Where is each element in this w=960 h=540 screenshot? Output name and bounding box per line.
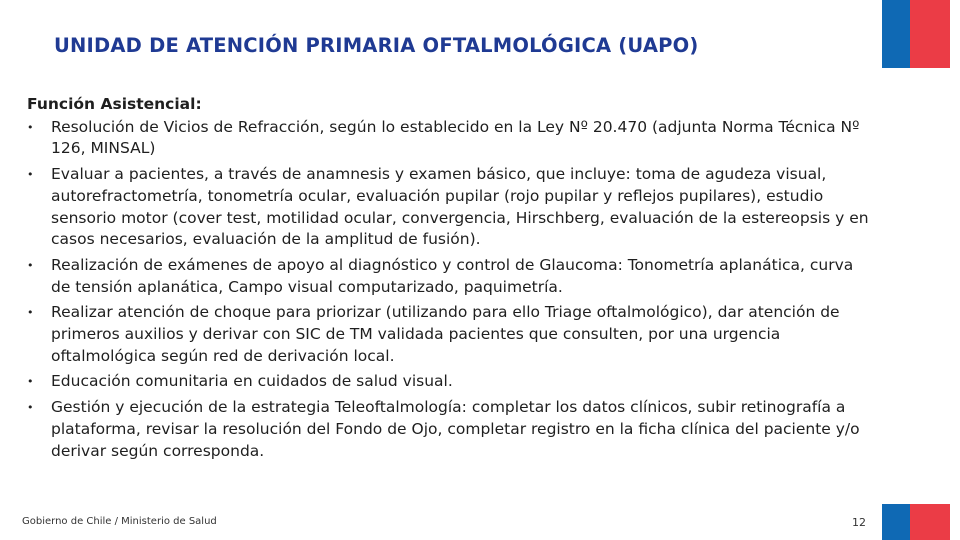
slide-title: UNIDAD DE ATENCIÓN PRIMARIA OFTALMOLÓGICA (UAPO) [54, 34, 699, 57]
bullet-icon: • [27, 120, 34, 134]
flag-red-block [910, 504, 950, 540]
list-item-text: Gestión y ejecución de la estrategia Teleoftalmología: completar los datos clínicos, subir retinografía a plataforma, revisar la resolución del Fondo de Ojo, completar registro en la ficha clínica del paciente y/o derivar según corresponda. [51, 398, 860, 460]
flag-red-block [910, 0, 950, 68]
section-heading: Función Asistencial: [27, 95, 202, 113]
list-item [27, 117, 877, 160]
list-item [27, 255, 877, 298]
list-item-text: Resolución de Vicios de Refracción, según lo establecido en la Ley Nº 20.470 (adjunta Norma Técnica Nº 126, MINSAL) [51, 117, 860, 158]
list-item [27, 164, 877, 251]
footer-ministry-text: Gobierno de Chile / Ministerio de Salud [22, 516, 217, 527]
bullet-icon: • [27, 168, 34, 182]
list-item [27, 371, 877, 393]
list-item-text: Evaluar a pacientes, a través de anamnesis y examen básico, que incluye: toma de agudeza visual, autorefractometría, tonometría ocular, evaluación pupilar (rojo pupilar y reflejos pupilares), estudio sensorio motor (cover test, motilidad ocular, convergencia, Hirschberg, evaluación de la estereopsis y en casos necesarios, evaluación de la amplitud de fusión). [51, 165, 869, 249]
page-number: 12 [852, 516, 866, 529]
list-item [27, 397, 877, 462]
list-item [27, 302, 877, 367]
bullet-icon: • [27, 258, 34, 272]
flag-stripe-bottom [882, 504, 950, 540]
bullet-icon: • [27, 375, 34, 389]
bullet-icon: • [27, 306, 34, 320]
flag-blue-block [882, 504, 910, 540]
flag-blue-block [882, 0, 910, 68]
list-item-text: Realizar atención de choque para priorizar (utilizando para ello Triage oftalmológico), dar atención de primeros auxilios y derivar con SIC de TM validada pacientes que consulten, por una urgencia oftalmológica según red de derivación local. [51, 303, 840, 365]
bullet-list [27, 117, 877, 463]
list-item-text: Educación comunitaria en cuidados de salud visual. [51, 372, 453, 391]
list-item-text: Realización de exámenes de apoyo al diagnóstico y control de Glaucoma: Tonometría aplanática, curva de tensión aplanática, Campo visual computarizado, paquimetría. [51, 255, 854, 296]
content-area [27, 94, 877, 466]
flag-stripe-top [882, 0, 950, 68]
bullet-icon: • [27, 401, 34, 415]
